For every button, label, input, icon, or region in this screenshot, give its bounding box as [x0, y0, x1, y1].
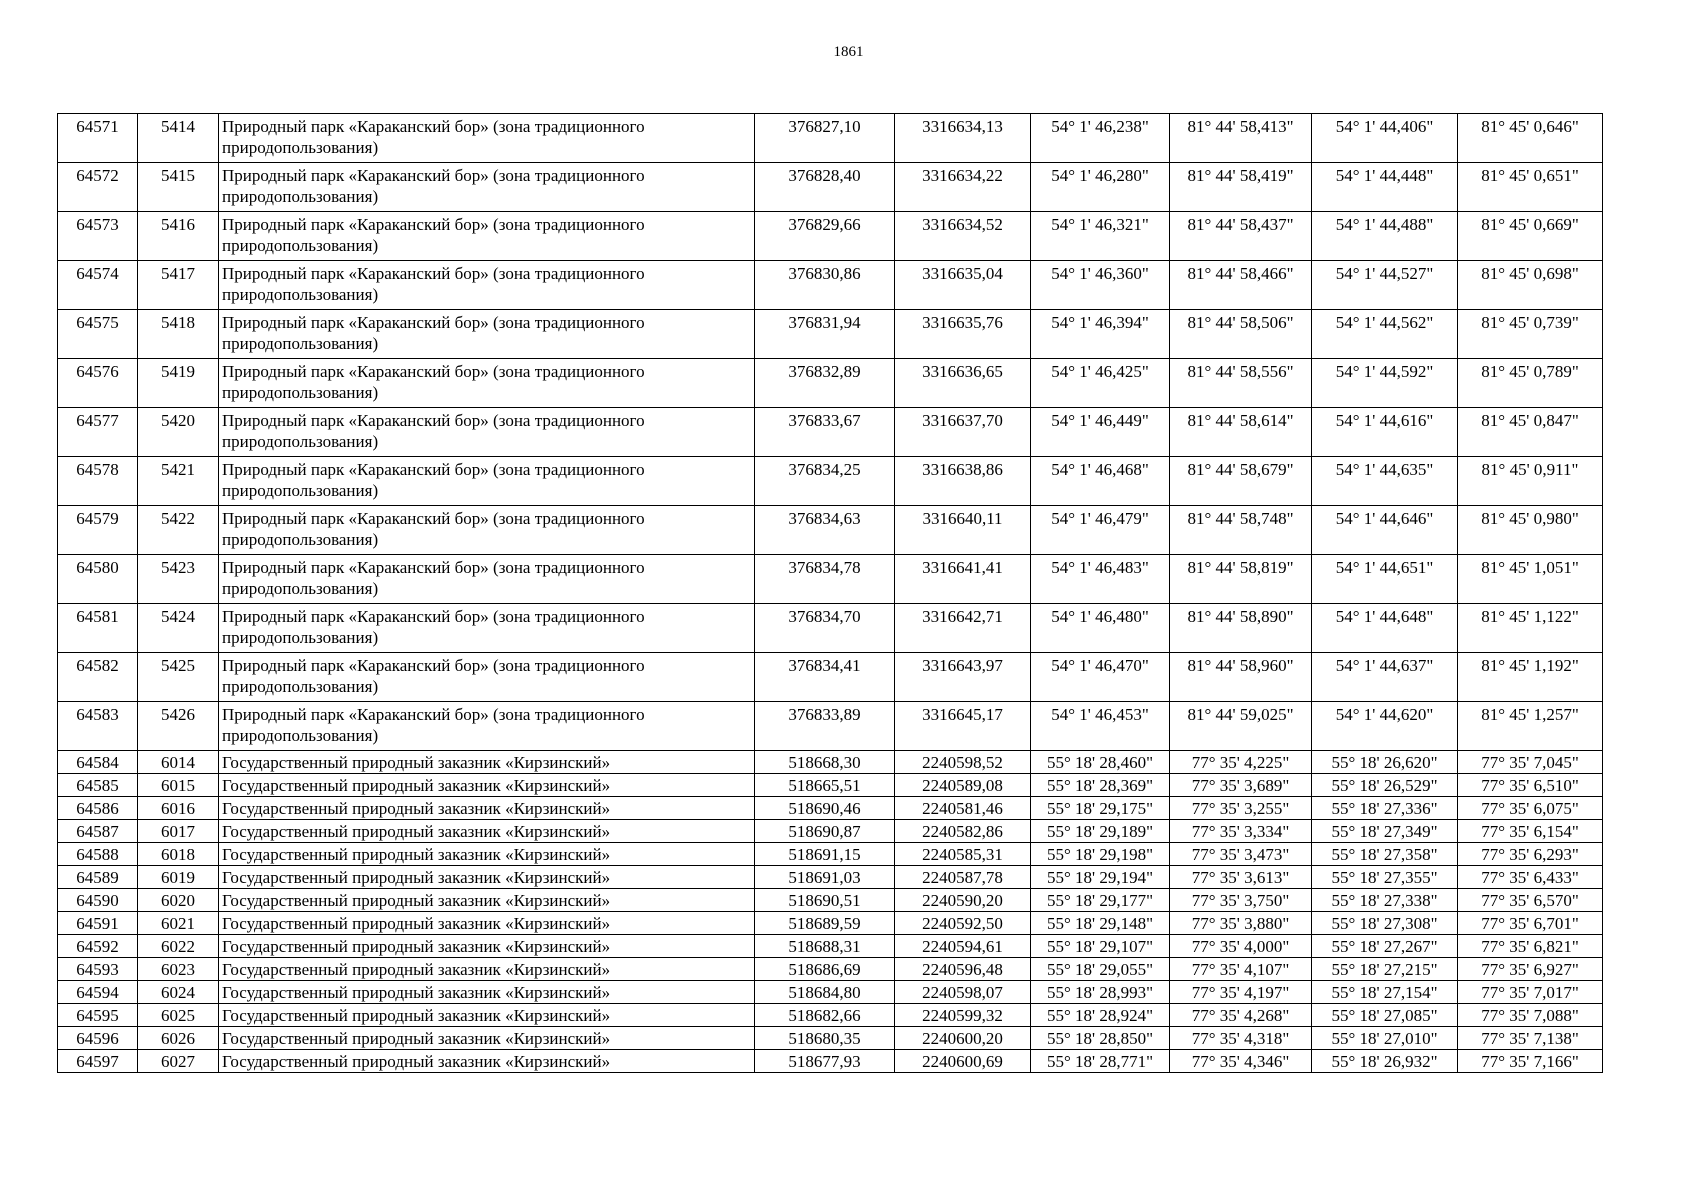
table-row — [58, 457, 1603, 506]
territory-name-cell: Государственный природный заказник «Кирзинский» — [219, 751, 755, 774]
x-coordinate-cell: 518680,35 — [755, 1027, 895, 1050]
longitude-1-cell: 81° 44' 58,614" — [1170, 408, 1312, 457]
y-coordinate-cell: 3316638,86 — [895, 457, 1031, 506]
row-number-cell: 64589 — [58, 866, 138, 889]
latitude-1-cell: 55° 18' 28,460" — [1031, 751, 1170, 774]
table-row — [58, 163, 1603, 212]
row-number-cell: 64592 — [58, 935, 138, 958]
latitude-1-cell: 54° 1' 46,360" — [1031, 261, 1170, 310]
y-coordinate-cell: 2240600,20 — [895, 1027, 1031, 1050]
x-coordinate-cell: 518691,15 — [755, 843, 895, 866]
territory-name-cell: Государственный природный заказник «Кирзинский» — [219, 935, 755, 958]
longitude-2-cell: 81° 45' 0,847" — [1458, 408, 1603, 457]
row-number-cell: 64572 — [58, 163, 138, 212]
row-number-cell: 64577 — [58, 408, 138, 457]
latitude-2-cell: 55° 18' 27,154" — [1312, 981, 1458, 1004]
point-id-cell: 5421 — [138, 457, 219, 506]
point-id-cell: 5424 — [138, 604, 219, 653]
x-coordinate-cell: 376834,70 — [755, 604, 895, 653]
table-row — [58, 797, 1603, 820]
row-number-cell: 64571 — [58, 114, 138, 163]
point-id-cell: 6025 — [138, 1004, 219, 1027]
latitude-2-cell: 55° 18' 27,267" — [1312, 935, 1458, 958]
table-row — [58, 261, 1603, 310]
longitude-2-cell: 77° 35' 6,701" — [1458, 912, 1603, 935]
point-id-cell: 5425 — [138, 653, 219, 702]
table-row — [58, 981, 1603, 1004]
y-coordinate-cell: 3316637,70 — [895, 408, 1031, 457]
latitude-1-cell: 54° 1' 46,479" — [1031, 506, 1170, 555]
latitude-1-cell: 55° 18' 29,175" — [1031, 797, 1170, 820]
longitude-2-cell: 77° 35' 7,017" — [1458, 981, 1603, 1004]
longitude-2-cell: 81° 45' 0,789" — [1458, 359, 1603, 408]
latitude-1-cell: 55° 18' 29,148" — [1031, 912, 1170, 935]
longitude-1-cell: 77° 35' 3,255" — [1170, 797, 1312, 820]
longitude-1-cell: 77° 35' 3,473" — [1170, 843, 1312, 866]
longitude-2-cell: 81° 45' 1,192" — [1458, 653, 1603, 702]
longitude-2-cell: 77° 35' 6,570" — [1458, 889, 1603, 912]
table-row — [58, 604, 1603, 653]
longitude-1-cell: 81° 44' 58,960" — [1170, 653, 1312, 702]
latitude-2-cell: 55° 18' 26,529" — [1312, 774, 1458, 797]
latitude-1-cell: 54° 1' 46,238" — [1031, 114, 1170, 163]
latitude-2-cell: 54° 1' 44,637" — [1312, 653, 1458, 702]
x-coordinate-cell: 518690,87 — [755, 820, 895, 843]
longitude-2-cell: 81° 45' 1,257" — [1458, 702, 1603, 751]
y-coordinate-cell: 2240582,86 — [895, 820, 1031, 843]
latitude-2-cell: 54° 1' 44,651" — [1312, 555, 1458, 604]
longitude-2-cell: 77° 35' 6,293" — [1458, 843, 1603, 866]
row-number-cell: 64586 — [58, 797, 138, 820]
y-coordinate-cell: 2240589,08 — [895, 774, 1031, 797]
longitude-2-cell: 81° 45' 0,646" — [1458, 114, 1603, 163]
row-number-cell: 64582 — [58, 653, 138, 702]
table-row — [58, 653, 1603, 702]
latitude-2-cell: 54° 1' 44,488" — [1312, 212, 1458, 261]
longitude-2-cell: 77° 35' 6,510" — [1458, 774, 1603, 797]
y-coordinate-cell: 3316634,52 — [895, 212, 1031, 261]
point-id-cell: 5415 — [138, 163, 219, 212]
latitude-1-cell: 54° 1' 46,483" — [1031, 555, 1170, 604]
latitude-2-cell: 55° 18' 27,338" — [1312, 889, 1458, 912]
table-row — [58, 774, 1603, 797]
latitude-2-cell: 54° 1' 44,616" — [1312, 408, 1458, 457]
y-coordinate-cell: 2240585,31 — [895, 843, 1031, 866]
point-id-cell: 6027 — [138, 1050, 219, 1073]
latitude-1-cell: 55° 18' 29,194" — [1031, 866, 1170, 889]
row-number-cell: 64573 — [58, 212, 138, 261]
point-id-cell: 6026 — [138, 1027, 219, 1050]
latitude-2-cell: 54° 1' 44,448" — [1312, 163, 1458, 212]
row-number-cell: 64595 — [58, 1004, 138, 1027]
territory-name-cell: Природный парк «Караканский бор» (зона традиционного природопользования) — [219, 457, 755, 506]
latitude-1-cell: 55° 18' 28,993" — [1031, 981, 1170, 1004]
longitude-2-cell: 77° 35' 6,927" — [1458, 958, 1603, 981]
table-row — [58, 866, 1603, 889]
longitude-1-cell: 77° 35' 4,346" — [1170, 1050, 1312, 1073]
latitude-2-cell: 55° 18' 27,355" — [1312, 866, 1458, 889]
x-coordinate-cell: 518690,46 — [755, 797, 895, 820]
territory-name-cell: Природный парк «Караканский бор» (зона традиционного природопользования) — [219, 261, 755, 310]
latitude-2-cell: 54° 1' 44,527" — [1312, 261, 1458, 310]
y-coordinate-cell: 3316643,97 — [895, 653, 1031, 702]
point-id-cell: 6019 — [138, 866, 219, 889]
territory-name-cell: Государственный природный заказник «Кирзинский» — [219, 866, 755, 889]
x-coordinate-cell: 518665,51 — [755, 774, 895, 797]
x-coordinate-cell: 518677,93 — [755, 1050, 895, 1073]
row-number-cell: 64596 — [58, 1027, 138, 1050]
table-row — [58, 843, 1603, 866]
territory-name-cell: Природный парк «Караканский бор» (зона традиционного природопользования) — [219, 310, 755, 359]
x-coordinate-cell: 376834,78 — [755, 555, 895, 604]
row-number-cell: 64597 — [58, 1050, 138, 1073]
latitude-2-cell: 54° 1' 44,562" — [1312, 310, 1458, 359]
y-coordinate-cell: 2240594,61 — [895, 935, 1031, 958]
y-coordinate-cell: 2240596,48 — [895, 958, 1031, 981]
longitude-1-cell: 81° 44' 58,466" — [1170, 261, 1312, 310]
latitude-1-cell: 54° 1' 46,425" — [1031, 359, 1170, 408]
longitude-2-cell: 81° 45' 1,051" — [1458, 555, 1603, 604]
row-number-cell: 64578 — [58, 457, 138, 506]
longitude-2-cell: 77° 35' 7,088" — [1458, 1004, 1603, 1027]
territory-name-cell: Природный парк «Караканский бор» (зона традиционного природопользования) — [219, 604, 755, 653]
row-number-cell: 64585 — [58, 774, 138, 797]
latitude-2-cell: 54° 1' 44,646" — [1312, 506, 1458, 555]
latitude-1-cell: 55° 18' 29,107" — [1031, 935, 1170, 958]
longitude-2-cell: 81° 45' 0,669" — [1458, 212, 1603, 261]
territory-name-cell: Государственный природный заказник «Кирзинский» — [219, 843, 755, 866]
row-number-cell: 64574 — [58, 261, 138, 310]
table-row — [58, 1027, 1603, 1050]
longitude-2-cell: 81° 45' 1,122" — [1458, 604, 1603, 653]
territory-name-cell: Государственный природный заказник «Кирзинский» — [219, 820, 755, 843]
row-number-cell: 64593 — [58, 958, 138, 981]
x-coordinate-cell: 518682,66 — [755, 1004, 895, 1027]
territory-name-cell: Государственный природный заказник «Кирзинский» — [219, 1050, 755, 1073]
latitude-1-cell: 54° 1' 46,321" — [1031, 212, 1170, 261]
x-coordinate-cell: 518690,51 — [755, 889, 895, 912]
latitude-2-cell: 55° 18' 27,349" — [1312, 820, 1458, 843]
territory-name-cell: Государственный природный заказник «Кирзинский» — [219, 1027, 755, 1050]
table-row — [58, 1050, 1603, 1073]
y-coordinate-cell: 2240598,07 — [895, 981, 1031, 1004]
latitude-1-cell: 54° 1' 46,394" — [1031, 310, 1170, 359]
point-id-cell: 5423 — [138, 555, 219, 604]
table-body — [58, 114, 1603, 1073]
y-coordinate-cell: 3316634,22 — [895, 163, 1031, 212]
table-row — [58, 359, 1603, 408]
point-id-cell: 6017 — [138, 820, 219, 843]
point-id-cell: 6018 — [138, 843, 219, 866]
point-id-cell: 6021 — [138, 912, 219, 935]
longitude-1-cell: 77° 35' 4,268" — [1170, 1004, 1312, 1027]
longitude-1-cell: 81° 44' 58,556" — [1170, 359, 1312, 408]
x-coordinate-cell: 518668,30 — [755, 751, 895, 774]
latitude-1-cell: 54° 1' 46,280" — [1031, 163, 1170, 212]
territory-name-cell: Государственный природный заказник «Кирзинский» — [219, 774, 755, 797]
latitude-2-cell: 54° 1' 44,592" — [1312, 359, 1458, 408]
y-coordinate-cell: 2240600,69 — [895, 1050, 1031, 1073]
point-id-cell: 6016 — [138, 797, 219, 820]
longitude-2-cell: 81° 45' 0,698" — [1458, 261, 1603, 310]
table-row — [58, 1004, 1603, 1027]
longitude-1-cell: 81° 44' 58,413" — [1170, 114, 1312, 163]
latitude-2-cell: 55° 18' 27,085" — [1312, 1004, 1458, 1027]
territory-name-cell: Природный парк «Караканский бор» (зона традиционного природопользования) — [219, 163, 755, 212]
territory-name-cell: Природный парк «Караканский бор» (зона традиционного природопользования) — [219, 506, 755, 555]
longitude-2-cell: 77° 35' 6,821" — [1458, 935, 1603, 958]
longitude-1-cell: 77° 35' 3,880" — [1170, 912, 1312, 935]
x-coordinate-cell: 376829,66 — [755, 212, 895, 261]
row-number-cell: 64590 — [58, 889, 138, 912]
longitude-1-cell: 77° 35' 4,225" — [1170, 751, 1312, 774]
x-coordinate-cell: 376828,40 — [755, 163, 895, 212]
latitude-1-cell: 54° 1' 46,449" — [1031, 408, 1170, 457]
x-coordinate-cell: 376833,89 — [755, 702, 895, 751]
longitude-2-cell: 81° 45' 0,911" — [1458, 457, 1603, 506]
table-row — [58, 310, 1603, 359]
latitude-2-cell: 55° 18' 27,308" — [1312, 912, 1458, 935]
longitude-2-cell: 77° 35' 7,045" — [1458, 751, 1603, 774]
row-number-cell: 64581 — [58, 604, 138, 653]
latitude-2-cell: 55° 18' 26,932" — [1312, 1050, 1458, 1073]
y-coordinate-cell: 3316645,17 — [895, 702, 1031, 751]
longitude-2-cell: 77° 35' 7,166" — [1458, 1050, 1603, 1073]
row-number-cell: 64594 — [58, 981, 138, 1004]
longitude-1-cell: 77° 35' 3,689" — [1170, 774, 1312, 797]
x-coordinate-cell: 518691,03 — [755, 866, 895, 889]
table-row — [58, 889, 1603, 912]
point-id-cell: 5426 — [138, 702, 219, 751]
y-coordinate-cell: 3316635,76 — [895, 310, 1031, 359]
row-number-cell: 64587 — [58, 820, 138, 843]
latitude-1-cell: 54° 1' 46,453" — [1031, 702, 1170, 751]
row-number-cell: 64583 — [58, 702, 138, 751]
latitude-2-cell: 55° 18' 26,620" — [1312, 751, 1458, 774]
y-coordinate-cell: 2240592,50 — [895, 912, 1031, 935]
territory-name-cell: Природный парк «Караканский бор» (зона традиционного природопользования) — [219, 702, 755, 751]
point-id-cell: 5418 — [138, 310, 219, 359]
point-id-cell: 5420 — [138, 408, 219, 457]
x-coordinate-cell: 376833,67 — [755, 408, 895, 457]
latitude-2-cell: 55° 18' 27,215" — [1312, 958, 1458, 981]
x-coordinate-cell: 376827,10 — [755, 114, 895, 163]
x-coordinate-cell: 518684,80 — [755, 981, 895, 1004]
longitude-2-cell: 77° 35' 6,433" — [1458, 866, 1603, 889]
latitude-1-cell: 54° 1' 46,480" — [1031, 604, 1170, 653]
table-row — [58, 820, 1603, 843]
point-id-cell: 5416 — [138, 212, 219, 261]
latitude-1-cell: 55° 18' 28,369" — [1031, 774, 1170, 797]
page-number: 1861 — [833, 44, 864, 60]
y-coordinate-cell: 3316634,13 — [895, 114, 1031, 163]
territory-name-cell: Государственный природный заказник «Кирзинский» — [219, 958, 755, 981]
y-coordinate-cell: 2240599,32 — [895, 1004, 1031, 1027]
latitude-2-cell: 55° 18' 27,358" — [1312, 843, 1458, 866]
table-row — [58, 751, 1603, 774]
territory-name-cell: Природный парк «Караканский бор» (зона традиционного природопользования) — [219, 114, 755, 163]
y-coordinate-cell: 2240598,52 — [895, 751, 1031, 774]
y-coordinate-cell: 3316640,11 — [895, 506, 1031, 555]
y-coordinate-cell: 2240590,20 — [895, 889, 1031, 912]
latitude-2-cell: 55° 18' 27,010" — [1312, 1027, 1458, 1050]
table-row — [58, 702, 1603, 751]
x-coordinate-cell: 518689,59 — [755, 912, 895, 935]
row-number-cell: 64580 — [58, 555, 138, 604]
longitude-2-cell: 81° 45' 0,980" — [1458, 506, 1603, 555]
row-number-cell: 64591 — [58, 912, 138, 935]
point-id-cell: 5414 — [138, 114, 219, 163]
point-id-cell: 5417 — [138, 261, 219, 310]
y-coordinate-cell: 2240587,78 — [895, 866, 1031, 889]
point-id-cell: 6022 — [138, 935, 219, 958]
territory-name-cell: Природный парк «Караканский бор» (зона традиционного природопользования) — [219, 359, 755, 408]
longitude-1-cell: 77° 35' 4,318" — [1170, 1027, 1312, 1050]
territory-name-cell: Природный парк «Караканский бор» (зона традиционного природопользования) — [219, 653, 755, 702]
point-id-cell: 5419 — [138, 359, 219, 408]
table-row — [58, 958, 1603, 981]
longitude-1-cell: 77° 35' 3,750" — [1170, 889, 1312, 912]
table-row — [58, 555, 1603, 604]
latitude-1-cell: 55° 18' 29,198" — [1031, 843, 1170, 866]
longitude-2-cell: 81° 45' 0,739" — [1458, 310, 1603, 359]
table-row — [58, 212, 1603, 261]
row-number-cell: 64575 — [58, 310, 138, 359]
table-row — [58, 114, 1603, 163]
longitude-1-cell: 81° 44' 58,506" — [1170, 310, 1312, 359]
latitude-1-cell: 55° 18' 29,177" — [1031, 889, 1170, 912]
latitude-2-cell: 55° 18' 27,336" — [1312, 797, 1458, 820]
latitude-1-cell: 55° 18' 29,055" — [1031, 958, 1170, 981]
x-coordinate-cell: 376834,25 — [755, 457, 895, 506]
y-coordinate-cell: 3316641,41 — [895, 555, 1031, 604]
x-coordinate-cell: 376832,89 — [755, 359, 895, 408]
territory-name-cell: Природный парк «Караканский бор» (зона традиционного природопользования) — [219, 212, 755, 261]
latitude-2-cell: 54° 1' 44,620" — [1312, 702, 1458, 751]
latitude-2-cell: 54° 1' 44,648" — [1312, 604, 1458, 653]
row-number-cell: 64588 — [58, 843, 138, 866]
territory-name-cell: Природный парк «Караканский бор» (зона традиционного природопользования) — [219, 555, 755, 604]
x-coordinate-cell: 518688,31 — [755, 935, 895, 958]
longitude-1-cell: 81° 44' 58,748" — [1170, 506, 1312, 555]
point-id-cell: 6014 — [138, 751, 219, 774]
y-coordinate-cell: 3316642,71 — [895, 604, 1031, 653]
longitude-1-cell: 77° 35' 3,613" — [1170, 866, 1312, 889]
table-row — [58, 506, 1603, 555]
point-id-cell: 6020 — [138, 889, 219, 912]
row-number-cell: 64576 — [58, 359, 138, 408]
table-row — [58, 935, 1603, 958]
longitude-1-cell: 81° 44' 58,419" — [1170, 163, 1312, 212]
y-coordinate-cell: 3316636,65 — [895, 359, 1031, 408]
territory-name-cell: Государственный природный заказник «Кирзинский» — [219, 889, 755, 912]
latitude-2-cell: 54° 1' 44,635" — [1312, 457, 1458, 506]
y-coordinate-cell: 2240581,46 — [895, 797, 1031, 820]
longitude-1-cell: 81° 44' 59,025" — [1170, 702, 1312, 751]
longitude-2-cell: 77° 35' 7,138" — [1458, 1027, 1603, 1050]
longitude-1-cell: 81° 44' 58,437" — [1170, 212, 1312, 261]
coordinates-table — [57, 113, 1603, 1073]
longitude-1-cell: 81° 44' 58,679" — [1170, 457, 1312, 506]
latitude-1-cell: 55° 18' 28,850" — [1031, 1027, 1170, 1050]
longitude-2-cell: 81° 45' 0,651" — [1458, 163, 1603, 212]
latitude-1-cell: 54° 1' 46,468" — [1031, 457, 1170, 506]
territory-name-cell: Государственный природный заказник «Кирзинский» — [219, 912, 755, 935]
point-id-cell: 6015 — [138, 774, 219, 797]
latitude-1-cell: 54° 1' 46,470" — [1031, 653, 1170, 702]
longitude-1-cell: 77° 35' 4,000" — [1170, 935, 1312, 958]
x-coordinate-cell: 376831,94 — [755, 310, 895, 359]
territory-name-cell: Государственный природный заказник «Кирзинский» — [219, 797, 755, 820]
point-id-cell: 6023 — [138, 958, 219, 981]
territory-name-cell: Государственный природный заказник «Кирзинский» — [219, 981, 755, 1004]
latitude-1-cell: 55° 18' 29,189" — [1031, 820, 1170, 843]
longitude-1-cell: 77° 35' 4,197" — [1170, 981, 1312, 1004]
row-number-cell: 64584 — [58, 751, 138, 774]
territory-name-cell: Природный парк «Караканский бор» (зона традиционного природопользования) — [219, 408, 755, 457]
latitude-1-cell: 55° 18' 28,771" — [1031, 1050, 1170, 1073]
x-coordinate-cell: 376834,63 — [755, 506, 895, 555]
longitude-2-cell: 77° 35' 6,154" — [1458, 820, 1603, 843]
x-coordinate-cell: 518686,69 — [755, 958, 895, 981]
territory-name-cell: Государственный природный заказник «Кирзинский» — [219, 1004, 755, 1027]
x-coordinate-cell: 376830,86 — [755, 261, 895, 310]
longitude-1-cell: 81° 44' 58,819" — [1170, 555, 1312, 604]
longitude-1-cell: 77° 35' 3,334" — [1170, 820, 1312, 843]
point-id-cell: 5422 — [138, 506, 219, 555]
longitude-2-cell: 77° 35' 6,075" — [1458, 797, 1603, 820]
table-row — [58, 408, 1603, 457]
table-row — [58, 912, 1603, 935]
longitude-1-cell: 81° 44' 58,890" — [1170, 604, 1312, 653]
y-coordinate-cell: 3316635,04 — [895, 261, 1031, 310]
longitude-1-cell: 77° 35' 4,107" — [1170, 958, 1312, 981]
x-coordinate-cell: 376834,41 — [755, 653, 895, 702]
row-number-cell: 64579 — [58, 506, 138, 555]
point-id-cell: 6024 — [138, 981, 219, 1004]
latitude-2-cell: 54° 1' 44,406" — [1312, 114, 1458, 163]
latitude-1-cell: 55° 18' 28,924" — [1031, 1004, 1170, 1027]
